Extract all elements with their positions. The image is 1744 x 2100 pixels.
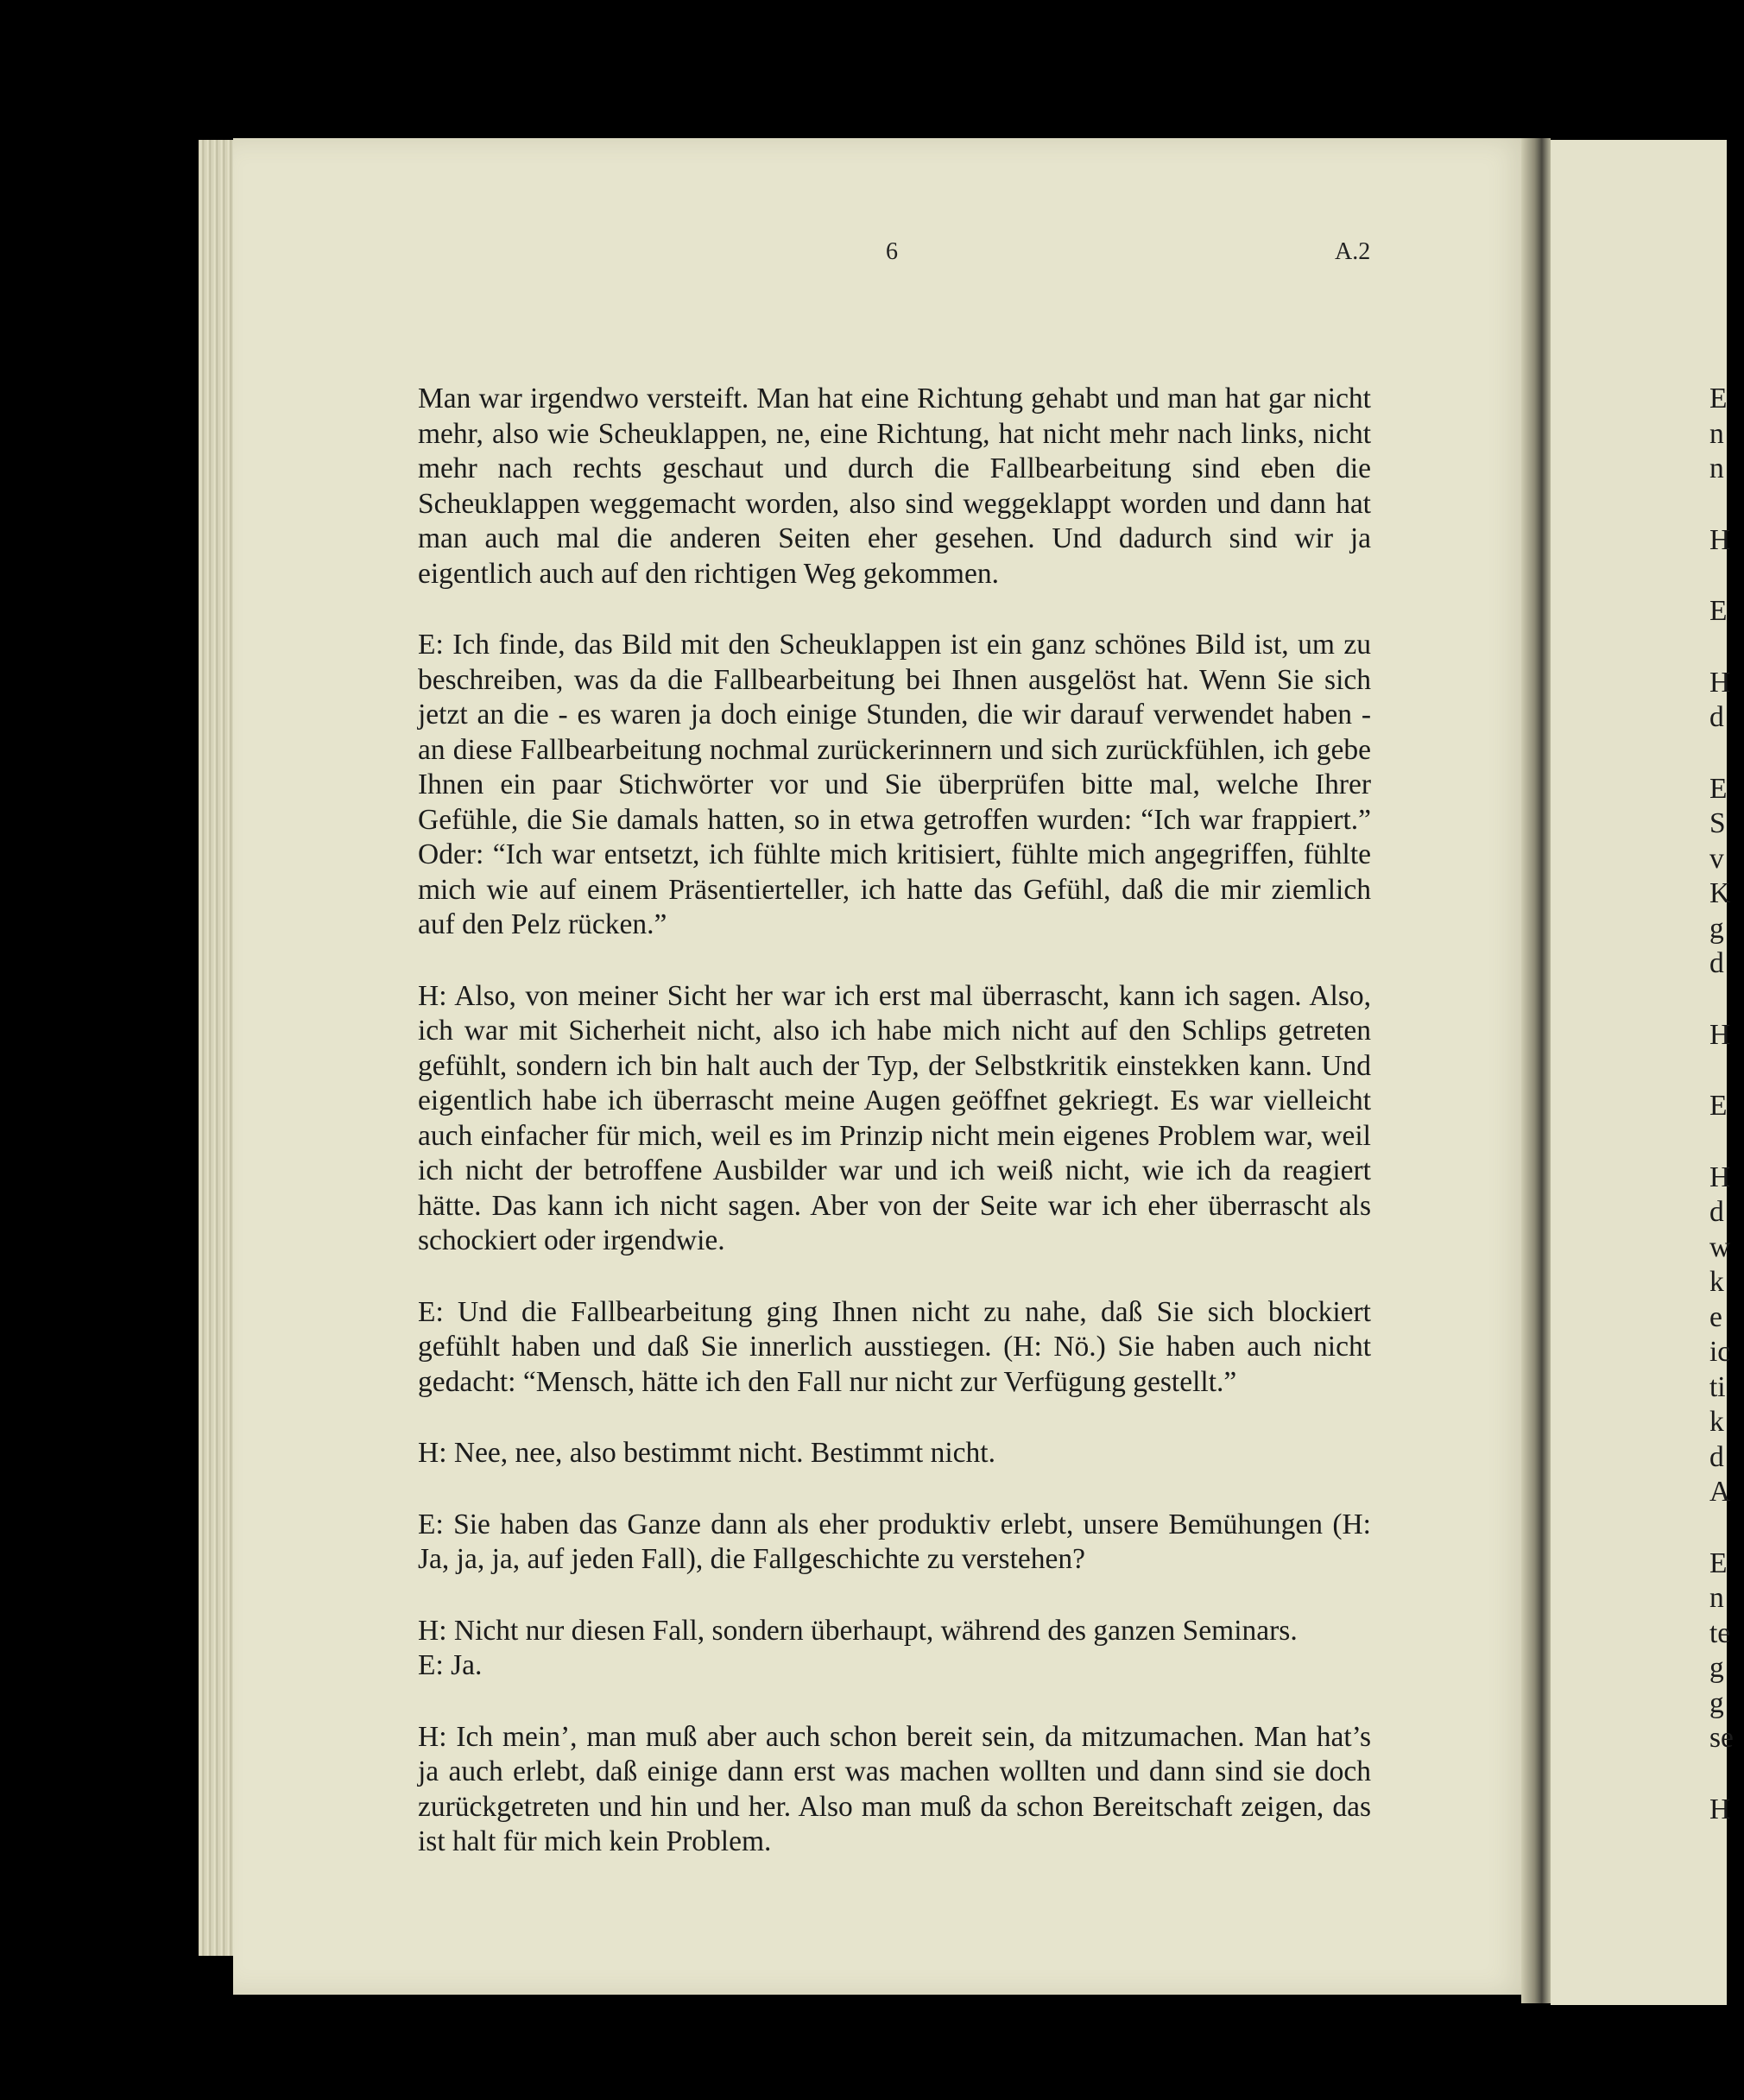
facing-fragment: ic [1709,1336,1731,1368]
paragraph: H: Also, von meiner Sicht her war ich erst mal überrascht, kann ich sagen. Also, ich war mit Sicherheit nicht, also ich habe mich nicht auf den Schlips getreten gefühlt, sondern ich bin halt auch der Typ, der Selbstkritik einstekken kann. Und eigentlich habe ich überrascht meine Augen geöffnet gekriegt. Es war vielleicht auch einfacher für mich, weil es im Prinzip nicht mein eigenes Problem war, weil ich nicht der betroffene Ausbilder war und ich weiß nicht, wie ich da reagiert hätte. Das kann ich nicht sagen. Aber von der Seite war ich eher überrascht als schockiert oder irgendwie. [418,979,1371,1256]
facing-fragment [1709,736,1744,772]
facing-fragment: H [1709,1018,1731,1051]
facing-fragment: E [1709,1547,1728,1579]
facing-fragment: g [1709,1652,1724,1684]
facing-fragment: A [1709,1476,1731,1508]
facing-fragment: n [1709,417,1724,450]
facing-fragment [1709,1756,1744,1793]
facing-fragment: se [1709,1722,1734,1754]
facing-fragment: K [1709,877,1731,909]
section-label: A.2 [1335,238,1371,265]
facing-page-fragments [1709,382,1744,1827]
facing-fragment: k [1709,1266,1724,1298]
facing-fragment: H [1709,523,1731,556]
facing-fragment: n [1709,1582,1724,1614]
facing-fragment [1709,558,1744,594]
facing-fragment [1709,982,1744,1018]
facing-fragment: E [1709,772,1728,805]
facing-fragment: w [1709,1230,1731,1263]
running-head [0,238,1727,273]
facing-fragment [1709,1510,1744,1547]
facing-fragment: d [1709,947,1724,979]
paragraph: H: Nee, nee, also bestimmt nicht. Bestimmt nicht. [418,1437,995,1469]
facing-fragment [1709,1124,1744,1161]
facing-fragment: te [1709,1616,1731,1649]
facing-fragment: H [1709,1793,1731,1825]
facing-fragment: E [1709,383,1728,414]
facing-fragment: d [1709,1196,1724,1228]
paragraph: E: Ich finde, das Bild mit den Scheuklappen ist ein ganz schönes Bild ist, um zu beschreiben, was da die Fallbearbeitung bei Ihnen ausgelöst hat. Wenn Sie sich jetzt an die - es waren ja doch einige Stunden, die wir darauf verwendet haben - an diese Fallbearbeitung nochmal zurückerinnern und sich zurückfühlen, ich gebe Ihnen ein paar Stichwörter vor und Sie überprüfen bitte mal, welche Ihrer Gefühle, die Sie damals hatten, so in etwa getroffen wurden: “Ich war frappiert.” Oder: “Ich war entsetzt, ich fühlte mich kritisiert, fühlte mich angegriffen, fühlte mich wie auf einem Präsentierteller, ich hatte das Gefühl, daß die mir ziemlich auf den Pelz rücken.” [418,629,1371,940]
facing-fragment: E [1709,1090,1728,1122]
paragraph: E: Sie haben das Ganze dann als eher produktiv erlebt, unsere Bemühungen (H: Ja, ja, ja, auf jeden Fall), die Fallgeschichte zu verstehen? [418,1508,1371,1575]
paragraph: E: Und die Fallbearbeitung ging Ihnen nicht zu nahe, daß Sie sich blockiert gefühlt haben und daß Sie innerlich ausstiegen. (H: Nö.) Sie haben auch nicht gedacht: “Mensch, hätte ich den Fall nur nicht zur Verfügung gestellt.” [418,1295,1371,1398]
facing-fragment: v [1709,842,1724,875]
paragraph: E: Ja. [418,1649,483,1681]
facing-fragment [1709,1053,1744,1089]
facing-fragment: S [1709,807,1726,839]
right-page [1551,140,1727,2005]
book-gutter [1521,138,1551,2003]
facing-fragment: d [1709,701,1724,733]
facing-fragment: n [1709,452,1724,484]
paragraph: H: Ich mein’, man muß aber auch schon bereit sein, da mitzumachen. Man hat’s ja auch erlebt, daß einige dann erst was machen wollten und dann sind sie doch zurückgetreten und hin und her. Also man muß da schon Bereitschaft zeigen, das ist halt für mich kein Problem. [418,1720,1371,1857]
facing-fragment [1709,629,1744,666]
paragraph: Man war irgendwo versteift. Man hat eine Richtung gehabt und man hat gar nicht mehr, also wie Scheuklappen, ne, eine Richtung, hat nicht mehr nach links, nicht mehr nach rechts geschaut und durch die Fallbearbeitung sind eben die Scheuklappen weggemacht worden, also sind weggeklappt worden und dann hat man auch mal die anderen Seiten eher gesehen. Und dadurch sind wir ja eigentlich auch auf den richtigen Weg gekommen. [418,383,1371,590]
body-text [418,382,1371,1896]
facing-fragment: ti [1709,1370,1726,1403]
facing-fragment: k [1709,1406,1724,1438]
page-number: 6 [886,238,898,265]
facing-fragment [1709,487,1744,523]
facing-fragment: H [1709,1161,1731,1193]
facing-fragment: g [1709,1686,1724,1719]
facing-fragment: d [1709,1440,1724,1473]
facing-fragment: E [1709,595,1728,627]
facing-fragment: g [1709,912,1724,945]
facing-fragment: H [1709,666,1731,699]
paragraph: H: Nicht nur diesen Fall, sondern überhaupt, während des ganzen Seminars. [418,1614,1298,1647]
facing-fragment: e [1709,1300,1722,1333]
